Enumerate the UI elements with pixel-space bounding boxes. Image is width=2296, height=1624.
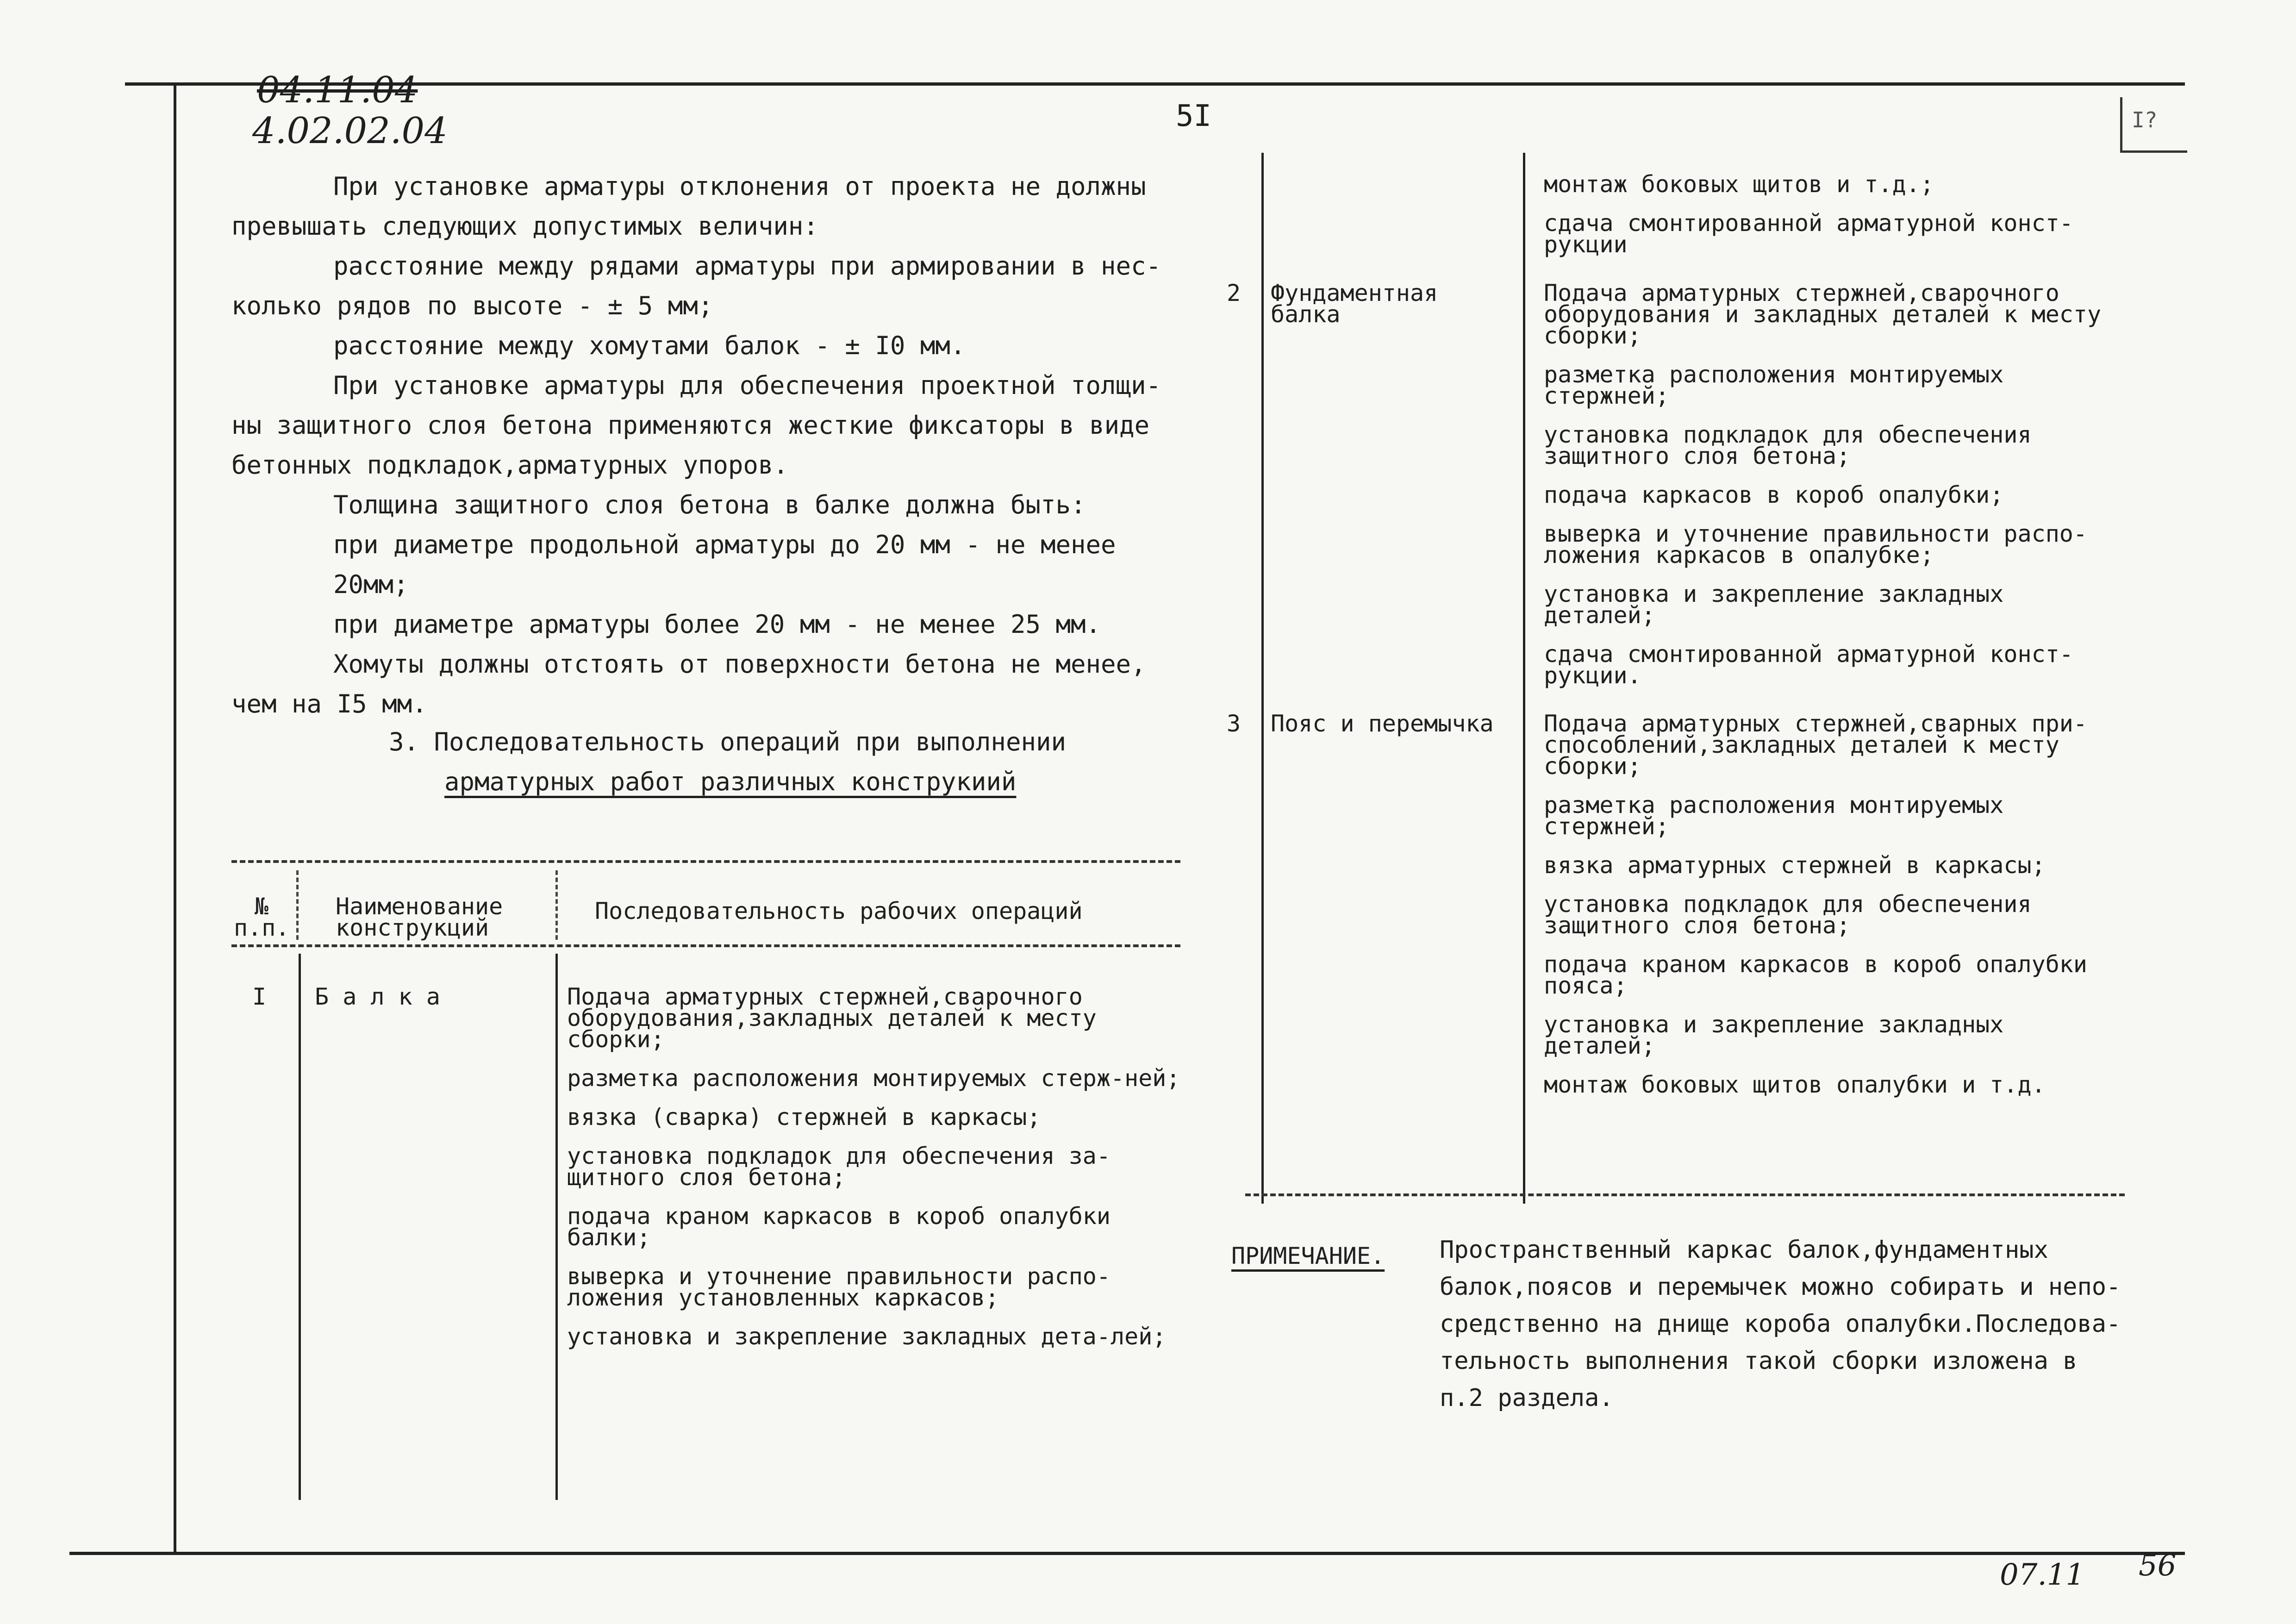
right-table-bottom-dashed-line: [1245, 1193, 2125, 1196]
row-2-op-2: разметка расположения монтируемых стержней;: [1544, 361, 2004, 409]
intro-p8-line1: Хомуты должны отстоять от поверхности бетона не менее,: [333, 650, 1146, 679]
table-header-dashed-line: [231, 944, 1180, 947]
continued-op-1: монтаж боковых щитов и т.д.;: [1544, 171, 1934, 198]
row-3-op-6: установка и закрепление закладных деталей;: [1544, 1011, 2004, 1059]
row-3-number: 3: [1227, 710, 1241, 737]
footer-code: 07.11: [2000, 1558, 2085, 1592]
row-3-operations: [1544, 710, 2127, 1113]
intro-p6: при диаметре продольной арматуры до 20 мм - не менее 20мм;: [333, 530, 1116, 599]
row-2-number: 2: [1227, 280, 1241, 306]
note-line-3: средственно на днище короба опалубки.Последова-: [1440, 1310, 2121, 1338]
intro-p8-line2: чем на I5 мм.: [231, 689, 427, 718]
intro-p4-line3: бетонных подкладок,арматурных упоров.: [231, 450, 788, 480]
table-header-number: [234, 893, 290, 941]
right-table-col-divider-1: [1261, 153, 1264, 1204]
note-line-1: Пространственный каркас балок,фундаментных: [1440, 1236, 2048, 1264]
intro-p2-line2: колько рядов по высоте - ± 5 мм;: [231, 291, 713, 320]
row-1-operations: [567, 983, 1183, 1365]
row-2-name: Фундаментная балка: [1271, 280, 1438, 328]
intro-p4-line1: При установке арматуры для обеспечения проектной толщи-: [333, 371, 1161, 400]
row-1-op-4: установка подкладок для обеспечения за-щитного слоя бетона;: [567, 1143, 1111, 1191]
intro-p2-line1: расстояние между рядами арматуры при армировании в нес-: [333, 251, 1161, 281]
row-1-name: Б а л к а: [315, 983, 440, 1010]
row-2-op-1: Подача арматурных стержней,сварочного оборудования и закладных деталей к месту сборки;: [1544, 280, 2102, 349]
intro-p5: Толщина защитного слоя бетона в балке должна быть:: [333, 490, 1086, 519]
section-title-line2: арматурных работ различных конструкиий: [444, 767, 1017, 796]
page-number: 5I: [1176, 99, 1212, 133]
row-2-op-4: подача каркасов в короб опалубки;: [1544, 481, 2004, 508]
header-num-line1: №: [254, 893, 269, 920]
corner-mark: I?: [2132, 107, 2158, 132]
table-header-operations: Последовательность рабочих операций: [595, 898, 1083, 924]
note-text: [1440, 1231, 2121, 1417]
row-3-op-5: подача краном каркасов в короб опалубки пояса;: [1544, 951, 2087, 999]
left-frame-line: [174, 82, 176, 1555]
row-3-name: Пояс и перемычка: [1271, 710, 1494, 737]
row-2-op-3: установка подкладок для обеспечения защитного слоя бетона;: [1544, 421, 2032, 469]
table-header-name: [336, 893, 503, 941]
header-num-line2: п.п.: [234, 914, 290, 941]
table-top-dashed-line: [231, 860, 1180, 863]
row-2-op-6: установка и закрепление закладных деталей;: [1544, 581, 2004, 629]
row-1-op-2: разметка расположения монтируемых стерж-ней;: [567, 1065, 1180, 1092]
table-col-divider-1: [299, 954, 301, 1500]
table-header-divider-2: [555, 870, 558, 940]
document-code: 4.02.02.04: [252, 110, 448, 152]
row-1-op-7: установка и закрепление закладных дета-лей;: [567, 1323, 1167, 1350]
row-3-op-1: Подача арматурных стержней,сварных при-способлений,закладных деталей к месту сборки;: [1544, 710, 2087, 780]
row-1-op-1: Подача арматурных стержней,сварочного оборудования,закладных деталей к месту сборки;: [567, 983, 1097, 1053]
note-line-5: п.2 раздела.: [1440, 1384, 1614, 1412]
header-name-line2: конструкций: [336, 914, 489, 941]
continued-op-2: сдача смонтированной арматурной конст-рукции: [1544, 210, 2073, 258]
row-3-op-3: вязка арматурных стержней в каркасы;: [1544, 852, 2046, 879]
row-3-op-7: монтаж боковых щитов опалубки и т.д.: [1544, 1071, 2046, 1098]
intro-p7: при диаметре арматуры более 20 мм - не менее 25 мм.: [333, 610, 1101, 639]
row-2-op-7: сдача смонтированной арматурной конст-рукции.: [1544, 641, 2073, 689]
document-code-crossed: 04.11.04: [257, 69, 418, 111]
bottom-frame-line: [69, 1552, 2185, 1555]
row-3-op-4: установка подкладок для обеспечения защитного слоя бетона;: [1544, 891, 2032, 939]
continued-operations: [1544, 171, 2127, 273]
header-name-line1: Наименование: [336, 893, 503, 920]
row-3-op-2: разметка расположения монтируемых стержней;: [1544, 792, 2004, 840]
row-1-number: I: [252, 983, 267, 1010]
intro-paragraph-1: [231, 167, 1180, 724]
row-1-op-3: вязка (сварка) стержней в каркасы;: [567, 1104, 1041, 1131]
row-2-op-5: выверка и уточнение правильности распо-ложения каркасов в опалубке;: [1544, 520, 2087, 568]
section-title: [389, 722, 1066, 802]
row-1-op-5: подача краном каркасов в короб опалубки балки;: [567, 1203, 1111, 1251]
note-line-4: тельность выполнения такой сборки изложена в: [1440, 1347, 2078, 1375]
section-title-line1: 3. Последовательность операций при выполнении: [389, 727, 1066, 756]
intro-p1-line2: превышать следующих допустимых величин:: [231, 212, 818, 241]
note-label: ПРИМЕЧАНИЕ.: [1231, 1243, 1385, 1269]
footer-page: 56: [2139, 1549, 2177, 1583]
intro-p1-line1: При установке арматуры отклонения от проекта не должны: [333, 172, 1146, 201]
row-2-operations: [1544, 282, 2127, 704]
corner-mark-box: [2120, 97, 2187, 153]
intro-p3: расстояние между хомутами балок - ± I0 мм.: [333, 331, 966, 360]
table-header-divider-1: [296, 870, 299, 940]
intro-p4-line2: ны защитного слоя бетона применяются жесткие фиксаторы в виде: [231, 411, 1150, 440]
note-line-2: балок,поясов и перемычек можно собирать и непо-: [1440, 1273, 2121, 1301]
right-table-col-divider-2: [1523, 153, 1525, 1204]
top-frame-line: [125, 82, 2185, 86]
row-1-op-6: выверка и уточнение правильности распо-ложения установленных каркасов;: [567, 1263, 1111, 1311]
table-col-divider-2: [555, 954, 558, 1500]
